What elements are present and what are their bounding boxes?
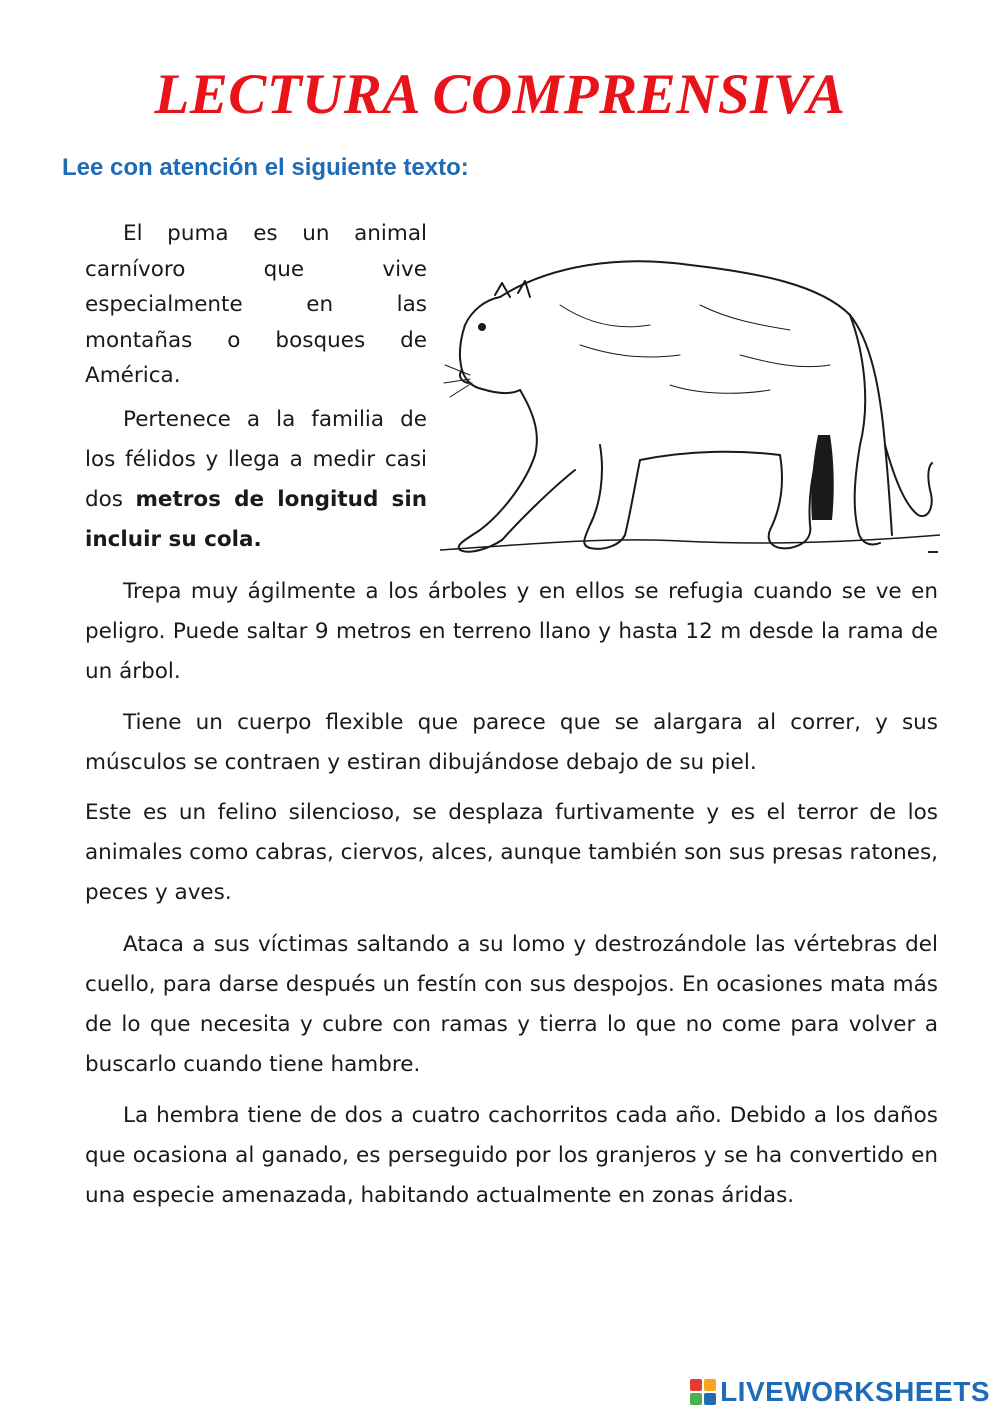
- decorative-dash: [928, 551, 938, 553]
- paragraph-7: La hembra tiene de dos a cuatro cachorritos cada año. Debido a los daños que ocasiona al ganado, es perseguido por los granjeros y se ha convertido en una especie amenazada, habitando actualmente en zonas áridas.: [85, 1103, 938, 1208]
- paragraph-6: Ataca a sus víctimas saltando a su lomo y destrozándole las vértebras del cuello, para darse después un festín con sus despojos. En ocasiones mata más de lo que necesita y cubre con ramas y tierra lo que no come para volver a buscarlo cuando tiene hambre.: [85, 932, 938, 1077]
- paragraph-5: Este es un felino silencioso, se desplaza furtivamente y es el terror de los animales como cabras, ciervos, alces, aunque también son sus presas ratones, peces y aves.: [85, 800, 938, 905]
- liveworksheets-logo-icon: [690, 1379, 716, 1405]
- paragraph-2: [85, 400, 427, 560]
- logo-square-green: [690, 1393, 702, 1405]
- logo-square-red: [690, 1379, 702, 1391]
- logo-square-orange: [704, 1379, 716, 1391]
- brand-name: LIVEWORKSHEETS: [720, 1376, 990, 1407]
- paragraph-4: Tiene un cuerpo flexible que parece que se alargara al correr, y sus músculos se contraen y estiran dibujándose debajo de su piel.: [85, 710, 938, 775]
- instruction-heading: Lee con atención el siguiente texto:: [62, 154, 469, 181]
- paragraph-2-text: Pertenece a la familia de los félidos y llega a medir casi dos: [85, 407, 427, 512]
- puma-illustration: [440, 245, 940, 560]
- paragraph-1: El puma es un animal carnívoro que vive especialmente en las montañas o bosques de América.: [85, 221, 427, 388]
- paragraph-3: Trepa muy ágilmente a los árboles y en ellos se refugia cuando se ve en peligro. Puede saltar 9 metros en terreno llano y hasta 12 m desde la rama de un árbol.: [85, 579, 938, 684]
- logo-square-blue: [704, 1393, 716, 1405]
- paragraph-2-bold: metros de longitud sin incluir su cola.: [85, 487, 427, 552]
- liveworksheets-brand[interactable]: [690, 1376, 990, 1408]
- page-title: LECTURA COMPRENSIVA: [154, 63, 846, 126]
